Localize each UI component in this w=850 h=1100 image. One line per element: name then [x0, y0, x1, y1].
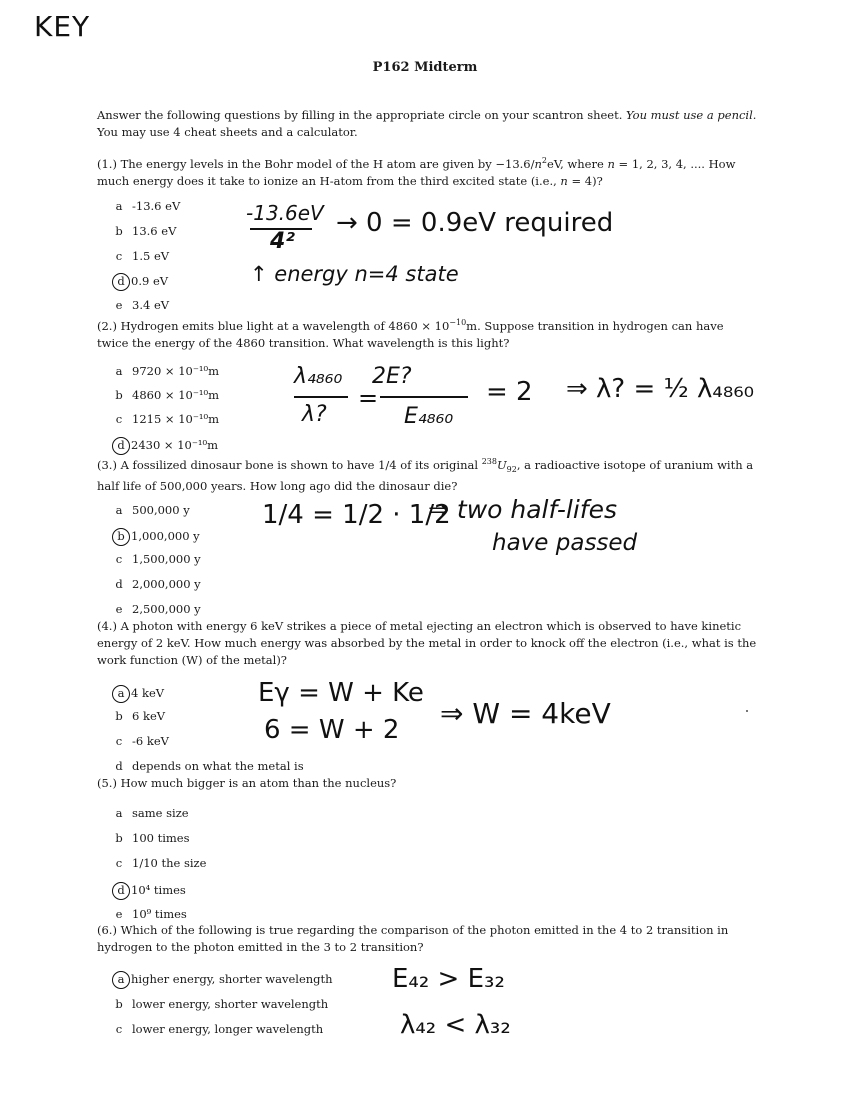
option-letter: c — [115, 552, 123, 566]
q1-hand-denominator: 4² — [270, 229, 295, 254]
question-4-option-b — [112, 709, 165, 723]
q6-hand-line-2: λ₄₂ < λ₃₂ — [400, 1010, 511, 1040]
answer-circle-mark: b — [112, 528, 130, 546]
option-letter: a — [115, 199, 123, 213]
option-letter: d — [115, 577, 123, 591]
key-mark: KEY — [34, 10, 91, 43]
option-text: 1.5 eV — [132, 249, 170, 263]
option-text: 13.6 eV — [132, 224, 177, 238]
question-1-text: (1.) The energy levels in the Bohr model of the H atom are given by $-13.6/n^2eV$, where n = 1, 2, 3, 4, .... How much energy does it take to ionize an H-atom from the third excited state (i.e., n = 4)? — [97, 156, 736, 188]
option-text: 9720 × 10⁻¹⁰m — [132, 364, 220, 378]
option-text: 1,500,000 y — [132, 552, 201, 566]
question-1-option-c — [112, 249, 169, 263]
question-3-option-d — [112, 577, 201, 591]
q4-hand-line-1: Eγ = W + Ke — [258, 678, 424, 708]
option-text: 2,500,000 y — [132, 602, 201, 616]
question-1-option-a — [112, 199, 180, 213]
question-4-option-d — [112, 759, 304, 773]
question-6-text: (6.) Which of the following is true regarding the comparison of the photon emitted in the 4 to 2 transition in hydrogen to the photon emitted in the 3 to 2 transition? — [97, 923, 729, 954]
q3-hand-equation: 1/4 = 1/2 · 1/2 — [262, 500, 451, 530]
q3-hand-note-2: have passed — [492, 530, 638, 556]
option-text: 3.4 eV — [132, 298, 170, 312]
option-letter: a — [115, 806, 123, 820]
answer-circle-mark: d — [112, 273, 130, 291]
question-1-option-b — [112, 224, 176, 238]
option-text: 10⁴ times — [131, 883, 186, 897]
question-5-option-e — [112, 907, 187, 921]
option-text: higher energy, shorter wavelength — [131, 972, 333, 986]
question-5-text: (5.) How much bigger is an atom than the nucleus? — [97, 776, 397, 790]
question-3-text: (3.) A fossilized dinosaur bone is shown to have 1/4 of its original $^{238}U_{92}$, a radioactive isotope of uranium with a half life of 500,000 years. How long ago did the dinosaur die? — [97, 457, 754, 494]
question-5-option-d — [112, 882, 186, 900]
question-2-text: (2.) Hydrogen emits blue light at a wavelength of $4860 \times 10^{-10}m$. Suppose transition in hydrogen can have twice the energy of the 4860 transition. What wavelength is this light? — [97, 318, 724, 350]
question-6-option-c — [112, 1022, 323, 1036]
option-letter: c — [115, 856, 123, 870]
option-text: -6 keV — [132, 734, 169, 748]
q3-hand-note-1: ⇒ two half-lifes — [428, 495, 617, 524]
q1-hand-result: → 0 = 0.9eV required — [336, 208, 614, 238]
option-letter: e — [115, 602, 123, 616]
question-5-option-a — [112, 806, 189, 820]
option-text: 1/10 the size — [132, 856, 207, 870]
option-letter: b — [115, 388, 123, 402]
question-2-option-a — [112, 364, 219, 378]
answer-circle-mark: d — [112, 882, 130, 900]
option-text: 6 keV — [132, 709, 166, 723]
option-letter: d — [115, 759, 123, 773]
option-text: -13.6 eV — [132, 199, 181, 213]
question-5-option-b — [112, 831, 190, 845]
option-text: 0.9 eV — [131, 274, 169, 288]
question-5-option-c — [112, 856, 206, 870]
q2-hand-eq2: = 2 — [486, 377, 533, 407]
question-4-option-a — [112, 685, 164, 703]
q4-hand-line-2: 6 = W + 2 — [264, 715, 400, 745]
option-letter: a — [115, 364, 123, 378]
option-letter: a — [115, 503, 123, 517]
question-2-option-b — [112, 388, 219, 402]
scan-dot — [746, 710, 748, 712]
option-text: lower energy, longer wavelength — [132, 1022, 324, 1036]
option-text: 2430 × 10⁻¹⁰m — [131, 438, 219, 452]
q1-hand-note: ↑ energy n=4 state — [250, 262, 459, 286]
question-6-option-a — [112, 971, 333, 989]
option-letter: e — [115, 907, 123, 921]
option-letter: b — [115, 709, 123, 723]
question-3-option-a — [112, 503, 190, 517]
q4-hand-result: ⇒ W = 4keV — [440, 697, 611, 730]
answer-circle-mark: a — [112, 971, 130, 989]
option-text: depends on what the metal is — [132, 759, 304, 773]
q2-hand-frac2-bar — [380, 396, 468, 398]
question-1-option-d — [112, 273, 168, 291]
option-letter: c — [115, 734, 123, 748]
q2-hand-frac2-den: E₄₈₆₀ — [404, 404, 454, 429]
option-letter: b — [115, 224, 123, 238]
q6-hand-line-1: E₄₂ > E₃₂ — [392, 964, 505, 994]
page-title: P162 Midterm — [372, 60, 478, 75]
option-text: lower energy, shorter wavelength — [132, 997, 329, 1011]
answer-circle-mark: d — [112, 437, 130, 455]
q2-hand-frac1-bar — [294, 396, 348, 398]
option-text: 500,000 y — [132, 503, 190, 517]
question-2-option-c — [112, 412, 219, 426]
question-2-option-d — [112, 437, 218, 455]
instructions: Answer the following questions by filling in the appropriate circle on your scantron sheet. You must use a pencil. You may use 4 cheat sheets and a calculator. — [97, 108, 757, 139]
q1-hand-numerator: -13.6eV — [246, 201, 324, 225]
q2-hand-equals: = — [358, 384, 379, 412]
answer-circle-mark: a — [112, 685, 130, 703]
question-3-option-e — [112, 602, 201, 616]
q2-hand-frac1-den: λ? — [302, 402, 327, 427]
option-text: 1,000,000 y — [131, 529, 200, 543]
question-4-text: (4.) A photon with energy 6 keV strikes a piece of metal ejecting an electron which is observed to have kinetic energy of 2 keV. How much energy was absorbed by the metal in order to knock off the electron (i.e., what is the work function (W) of the metal)? — [97, 619, 757, 667]
option-text: 100 times — [132, 831, 190, 845]
question-4-option-c — [112, 734, 169, 748]
option-letter: e — [115, 298, 123, 312]
option-letter: c — [115, 249, 123, 263]
q2-hand-frac1-num: λ₄₈₆₀ — [294, 364, 343, 389]
option-letter: b — [115, 997, 123, 1011]
option-text: 4 keV — [131, 686, 165, 700]
option-text: 4860 × 10⁻¹⁰m — [132, 388, 220, 402]
option-letter: c — [115, 1022, 123, 1036]
question-1-option-e — [112, 298, 169, 312]
option-text: same size — [132, 806, 189, 820]
option-letter: b — [115, 831, 123, 845]
question-3-option-b — [112, 528, 200, 546]
option-text: 10⁹ times — [132, 907, 187, 921]
option-letter: c — [115, 412, 123, 426]
q2-hand-frac2-num: 2E? — [372, 364, 412, 389]
question-6-option-b — [112, 997, 328, 1011]
question-3-option-c — [112, 552, 201, 566]
option-text: 2,000,000 y — [132, 577, 201, 591]
option-text: 1215 × 10⁻¹⁰m — [132, 412, 220, 426]
q2-hand-result: ⇒ λ? = ½ λ₄₈₆₀ — [566, 374, 755, 404]
